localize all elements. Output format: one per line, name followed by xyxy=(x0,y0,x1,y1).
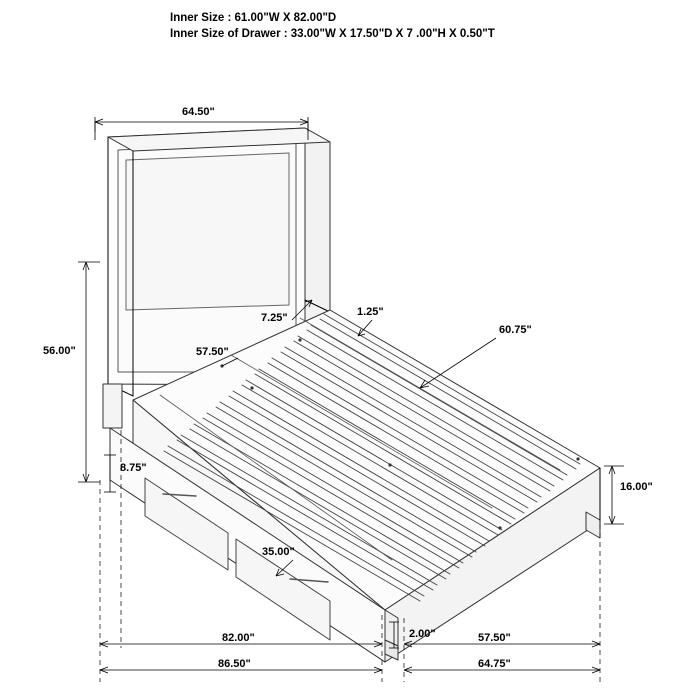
dim-bottom-length-a: 82.00" xyxy=(222,632,255,644)
dim-side-height: 16.00" xyxy=(620,481,653,493)
dim-rail-height: 8.75" xyxy=(120,462,147,474)
dim-slat-gap: 7.25" xyxy=(261,312,288,324)
dim-foot-offset: 2.00" xyxy=(409,628,436,640)
inner-drawer-size-note: Inner Size of Drawer : 33.00"W X 17.50"D X 7 .00"H X 0.50"T xyxy=(170,28,495,40)
dim-deck-depth: 60.75" xyxy=(499,324,532,336)
dim-right-width-total: 64.75" xyxy=(478,658,511,670)
dim-right-width-a: 57.50" xyxy=(478,632,511,644)
dim-drawer-width: 35.00" xyxy=(262,546,295,558)
inner-size-note: Inner Size : 61.00"W X 82.00"D xyxy=(170,12,337,24)
dim-slat-thickness: 1.25" xyxy=(357,306,384,318)
dim-headboard-height: 56.00" xyxy=(43,345,76,357)
dim-bottom-length-total: 86.50" xyxy=(218,658,251,670)
dim-top-width: 64.50" xyxy=(182,106,215,118)
dim-mattress-width: 57.50" xyxy=(196,346,229,358)
